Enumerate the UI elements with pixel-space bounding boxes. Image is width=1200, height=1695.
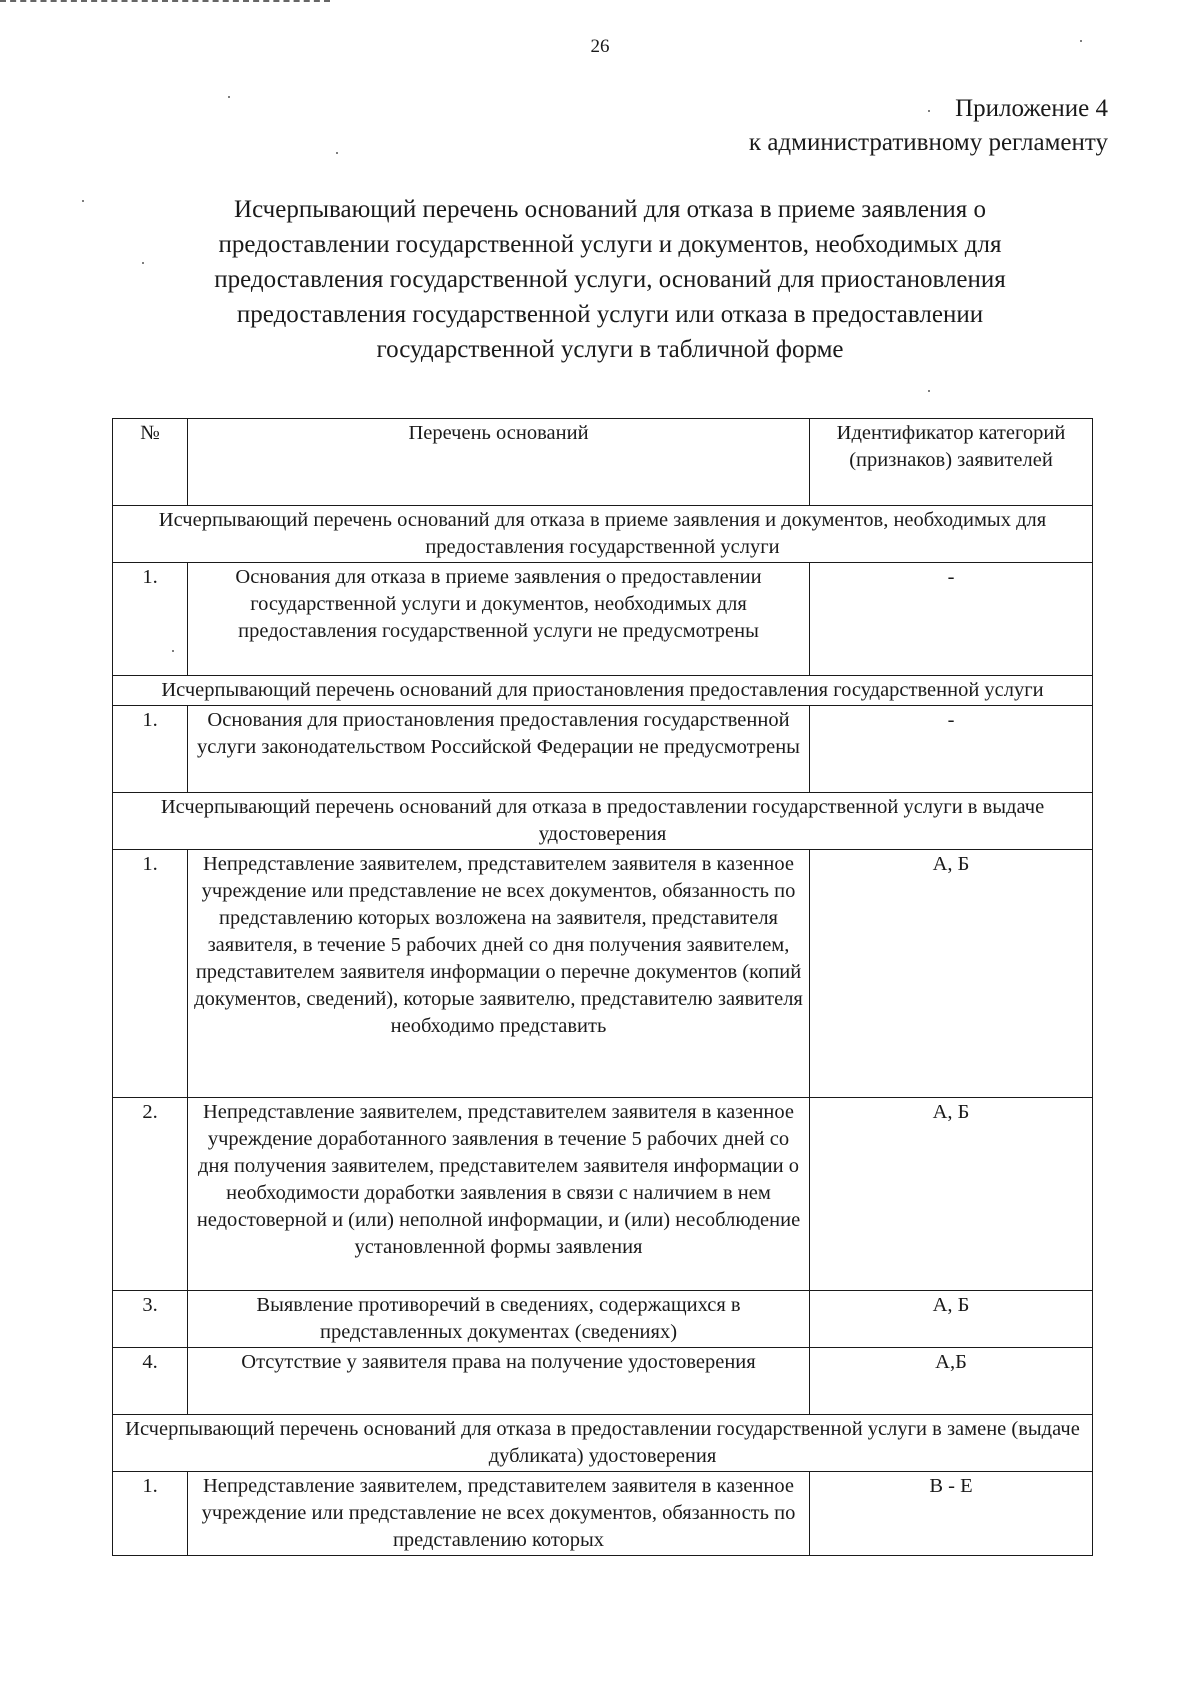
table-row xyxy=(113,850,1093,1098)
scan-edge-rule xyxy=(0,0,330,3)
row-identifier: А, Б xyxy=(810,850,1093,1098)
section-row xyxy=(113,676,1093,706)
scan-speck xyxy=(142,262,144,264)
scan-speck xyxy=(172,650,174,652)
row-num: 1. xyxy=(113,850,188,1098)
table-row xyxy=(113,706,1093,793)
row-num: 1. xyxy=(113,1472,188,1556)
row-num: 1. xyxy=(113,706,188,793)
title-line-2: предоставлении государственной услуги и документов, необходимых для xyxy=(218,231,1002,258)
table-row xyxy=(113,1291,1093,1348)
row-reason: Отсутствие у заявителя права на получение удостоверения xyxy=(188,1348,810,1415)
table-row xyxy=(113,1098,1093,1291)
section-title: Исчерпывающий перечень оснований для отказа в предоставлении государственной услуги в выдаче удостоверения xyxy=(113,793,1093,850)
section-row xyxy=(113,1415,1093,1472)
row-reason: Непредставление заявителем, представителем заявителя в казенное учреждение или представление не всех документов, обязанность по представлению которых xyxy=(188,1472,810,1556)
row-identifier: - xyxy=(810,563,1093,676)
row-reason: Непредставление заявителем, представителем заявителя в казенное учреждение доработанного заявления в течение 5 рабочих дней со дня получения заявителем, представителем заявителя информации о необходимости доработки заявления в связи с наличием в нем недостоверной и (или) неполной информации, и (или) несоблюдение установленной формы заявления xyxy=(188,1098,810,1291)
header-reason: Перечень оснований xyxy=(188,419,810,506)
grounds-table xyxy=(112,418,1093,1556)
row-num: 4. xyxy=(113,1348,188,1415)
section-row xyxy=(113,506,1093,563)
row-identifier: В - Е xyxy=(810,1472,1093,1556)
row-reason: Основания для отказа в приеме заявления о предоставлении государственной услуги и документов, необходимых для предоставления государственной услуги не предусмотрены xyxy=(188,563,810,676)
row-reason: Непредставление заявителем, представителем заявителя в казенное учреждение или представление не всех документов, обязанность по представлению которых возложена на заявителя, представителя заявителя, в течение 5 рабочих дней со дня получения заявителем, представителем заявителя информации о перечне документов (копий документов, сведений), которые заявителю, представителю заявителя необходимо представить xyxy=(188,850,810,1098)
row-num: 2. xyxy=(113,1098,188,1291)
header-identifier: Идентификатор категорий (признаков) заявителей xyxy=(810,419,1093,506)
table-header-row xyxy=(113,419,1093,506)
section-title: Исчерпывающий перечень оснований для отказа в приеме заявления и документов, необходимых для предоставления государственной услуги xyxy=(113,506,1093,563)
row-identifier: А, Б xyxy=(810,1291,1093,1348)
scan-speck xyxy=(928,390,930,392)
title-line-4: предоставления государственной услуги или отказа в предоставлении xyxy=(236,301,984,328)
row-identifier: - xyxy=(810,706,1093,793)
scan-speck xyxy=(928,110,930,112)
section-row xyxy=(113,793,1093,850)
appendix-line-1: Приложение 4 xyxy=(955,95,1108,122)
row-identifier: А, Б xyxy=(810,1098,1093,1291)
table-row xyxy=(113,1348,1093,1415)
section-title: Исчерпывающий перечень оснований для приостановления предоставления государственной услуги xyxy=(113,676,1093,706)
table-row xyxy=(113,1472,1093,1556)
table-row xyxy=(113,563,1093,676)
appendix-note xyxy=(749,92,1108,160)
header-num: № xyxy=(113,419,188,506)
title-line-1: Исчерпывающий перечень оснований для отказа в приеме заявления о xyxy=(234,196,986,223)
row-num: 3. xyxy=(113,1291,188,1348)
scan-speck xyxy=(336,152,338,154)
section-title: Исчерпывающий перечень оснований для отказа в предоставлении государственной услуги в замене (выдаче дубликата) удостоверения xyxy=(113,1415,1093,1472)
scan-speck xyxy=(82,200,84,202)
title-line-5: государственной услуги в табличной форме xyxy=(376,336,844,363)
appendix-line-2: к административному регламенту xyxy=(748,129,1108,156)
document-title xyxy=(150,192,1070,367)
page-number: 26 xyxy=(590,36,610,57)
scan-speck xyxy=(1080,40,1082,42)
row-reason: Основания для приостановления предоставления государственной услуги законодательством Российской Федерации не предусмотрены xyxy=(188,706,810,793)
row-identifier: А,Б xyxy=(810,1348,1093,1415)
scan-speck xyxy=(228,96,230,98)
row-num: 1. xyxy=(113,563,188,676)
title-line-3: предоставления государственной услуги, оснований для приостановления xyxy=(214,266,1006,293)
row-reason: Выявление противоречий в сведениях, содержащихся в представленных документах (сведениях) xyxy=(188,1291,810,1348)
